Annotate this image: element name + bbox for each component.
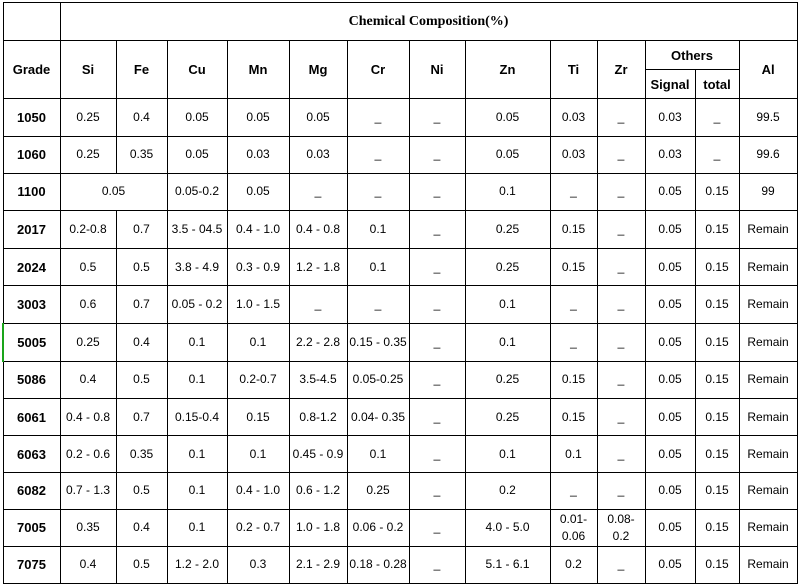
cell-signal: 0.05 (645, 211, 695, 249)
cell-zn: 5.1 - 6.1 (465, 546, 550, 583)
cell-cu: 0.1 (167, 509, 227, 546)
cell-zr: _ (597, 473, 645, 509)
cell-mn: 0.15 (227, 398, 289, 435)
cell-signal: 0.05 (645, 323, 695, 361)
header-ni: Ni (409, 41, 465, 99)
cell-mg: 0.03 (289, 136, 347, 173)
cell-ni: _ (409, 546, 465, 583)
cell-cu: 1.2 - 2.0 (167, 546, 227, 583)
cell-mg: 3.5-4.5 (289, 361, 347, 398)
cell-mn: 0.1 (227, 323, 289, 361)
cell-ni: _ (409, 173, 465, 210)
cell-ni: _ (409, 398, 465, 435)
cell-fe: 0.7 (116, 286, 167, 323)
cell-mn: 1.0 - 1.5 (227, 286, 289, 323)
cell-cu: 0.1 (167, 323, 227, 361)
cell-zr: _ (597, 361, 645, 398)
cell-cr: _ (347, 99, 409, 136)
table-row (3, 546, 797, 583)
table-row (3, 211, 797, 249)
cell-total: 0.15 (695, 211, 739, 249)
cell-mg: 0.4 - 0.8 (289, 211, 347, 249)
cell-zn: 0.1 (465, 323, 550, 361)
cell-ni: _ (409, 436, 465, 473)
cell-fe: 0.35 (116, 436, 167, 473)
cell-grade: 6082 (3, 473, 60, 509)
cell-ti: 0.01- 0.06 (550, 509, 597, 546)
cell-grade: 1100 (3, 173, 60, 210)
cell-total: 0.15 (695, 398, 739, 435)
cell-mg: 0.45 - 0.9 (289, 436, 347, 473)
header-others: Others (645, 41, 739, 70)
cell-ni: _ (409, 361, 465, 398)
cell-zr: _ (597, 136, 645, 173)
cell-si: 0.25 (60, 323, 116, 361)
cell-ti: _ (550, 323, 597, 361)
cell-mg: 1.2 - 1.8 (289, 249, 347, 286)
cell-ti: _ (550, 173, 597, 210)
cell-mg: 2.1 - 2.9 (289, 546, 347, 583)
cell-ti: 0.03 (550, 136, 597, 173)
cell-signal: 0.05 (645, 473, 695, 509)
cell-ti: 0.2 (550, 546, 597, 583)
cell-zn: 0.05 (465, 99, 550, 136)
cell-ti: _ (550, 286, 597, 323)
cell-mg: _ (289, 286, 347, 323)
cell-cu: 3.8 - 4.9 (167, 249, 227, 286)
cell-zn: 0.25 (465, 398, 550, 435)
header-mn: Mn (227, 41, 289, 99)
cell-fe: 0.7 (116, 211, 167, 249)
cell-zn: 0.1 (465, 436, 550, 473)
cell-al: Remain (739, 211, 797, 249)
table-row (3, 323, 797, 361)
cell-total: 0.15 (695, 509, 739, 546)
cell-grade: 6063 (3, 436, 60, 473)
cell-zr: _ (597, 398, 645, 435)
cell-zr: _ (597, 173, 645, 210)
cell-si: 0.25 (60, 136, 116, 173)
cell-zn: 0.2 (465, 473, 550, 509)
header-grade: Grade (3, 41, 60, 99)
cell-zn: 0.05 (465, 136, 550, 173)
cell-fe: 0.4 (116, 323, 167, 361)
table-row (3, 436, 797, 473)
header-row-1 (3, 41, 797, 70)
cell-mn: 0.1 (227, 436, 289, 473)
cell-si: 0.5 (60, 249, 116, 286)
cell-fe: 0.5 (116, 473, 167, 509)
table-row (3, 136, 797, 173)
cell-signal: 0.03 (645, 99, 695, 136)
header-signal: Signal (645, 70, 695, 99)
cell-cu: 0.05 (167, 99, 227, 136)
cell-cr: 0.05-0.25 (347, 361, 409, 398)
cell-al: Remain (739, 436, 797, 473)
cell-ti: 0.03 (550, 99, 597, 136)
cell-mn: 0.4 - 1.0 (227, 473, 289, 509)
cell-fe: 0.5 (116, 249, 167, 286)
cell-grade: 6061 (3, 398, 60, 435)
header-zn: Zn (465, 41, 550, 99)
cell-si: 0.4 - 0.8 (60, 398, 116, 435)
header-ti: Ti (550, 41, 597, 99)
cell-al: Remain (739, 546, 797, 583)
cell-al: Remain (739, 286, 797, 323)
cell-cr: _ (347, 136, 409, 173)
cell-signal: 0.05 (645, 546, 695, 583)
cell-fe: 0.35 (116, 136, 167, 173)
table-row (3, 473, 797, 509)
cell-fe: 0.5 (116, 546, 167, 583)
cell-total: 0.15 (695, 286, 739, 323)
cell-ni: _ (409, 323, 465, 361)
cell-ni: _ (409, 249, 465, 286)
cell-al: Remain (739, 473, 797, 509)
cell-grade: 5086 (3, 361, 60, 398)
cell-si: 0.7 - 1.3 (60, 473, 116, 509)
cell-cu: 3.5 - 04.5 (167, 211, 227, 249)
cell-zn: 0.25 (465, 249, 550, 286)
cell-mn: 0.3 (227, 546, 289, 583)
cell-total: _ (695, 136, 739, 173)
cell-fe: 0.5 (116, 361, 167, 398)
cell-fe: 0.4 (116, 99, 167, 136)
title-row (3, 3, 797, 41)
cell-grade: 1060 (3, 136, 60, 173)
cell-mn: 0.3 - 0.9 (227, 249, 289, 286)
cell-zr: _ (597, 323, 645, 361)
cell-al: 99.5 (739, 99, 797, 136)
cell-cu: 0.15-0.4 (167, 398, 227, 435)
cell-grade: 7075 (3, 546, 60, 583)
cell-zn: 0.25 (465, 361, 550, 398)
cell-cr: 0.06 - 0.2 (347, 509, 409, 546)
cell-total: 0.15 (695, 436, 739, 473)
cell-cu: 0.1 (167, 473, 227, 509)
cell-signal: 0.05 (645, 173, 695, 210)
cell-si: 0.2 - 0.6 (60, 436, 116, 473)
cell-al: Remain (739, 509, 797, 546)
cell-cu: 0.05-0.2 (167, 173, 227, 210)
cell-grade: 2017 (3, 211, 60, 249)
header-si: Si (60, 41, 116, 99)
cell-si: 0.25 (60, 99, 116, 136)
cell-signal: 0.03 (645, 136, 695, 173)
cell-ni: _ (409, 136, 465, 173)
cell-zn: 0.1 (465, 286, 550, 323)
header-mg: Mg (289, 41, 347, 99)
cell-fe: 0.7 (116, 398, 167, 435)
cell-cr: 0.1 (347, 249, 409, 286)
cell-zr: _ (597, 546, 645, 583)
cell-cr: 0.25 (347, 473, 409, 509)
table-row (3, 173, 797, 210)
cell-ti: _ (550, 473, 597, 509)
chemical-composition-table (2, 2, 798, 584)
table-row (3, 99, 797, 136)
cell-mg: 1.0 - 1.8 (289, 509, 347, 546)
cell-zn: 4.0 - 5.0 (465, 509, 550, 546)
table-row (3, 361, 797, 398)
cell-si: 0.4 (60, 546, 116, 583)
cell-si: 0.35 (60, 509, 116, 546)
cell-grade: 2024 (3, 249, 60, 286)
cell-grade: 7005 (3, 509, 60, 546)
cell-zr: _ (597, 249, 645, 286)
cell-ni: _ (409, 99, 465, 136)
cell-cu: 0.05 - 0.2 (167, 286, 227, 323)
cell-al: 99 (739, 173, 797, 210)
cell-si: 0.2-0.8 (60, 211, 116, 249)
cell-mn: 0.05 (227, 99, 289, 136)
cell-mn: 0.4 - 1.0 (227, 211, 289, 249)
cell-mn: 0.03 (227, 136, 289, 173)
cell-signal: 0.05 (645, 436, 695, 473)
cell-ti: 0.15 (550, 211, 597, 249)
cell-ni: _ (409, 473, 465, 509)
cell-zn: 0.1 (465, 173, 550, 210)
cell-zn: 0.25 (465, 211, 550, 249)
cell-cr: 0.15 - 0.35 (347, 323, 409, 361)
cell-zr: _ (597, 286, 645, 323)
table-title: Chemical Composition(%) (60, 3, 797, 41)
cell-mn: 0.05 (227, 173, 289, 210)
cell-total: 0.15 (695, 546, 739, 583)
header-cr: Cr (347, 41, 409, 99)
cell-total: 0.15 (695, 323, 739, 361)
cell-si: 0.6 (60, 286, 116, 323)
cell-total: _ (695, 99, 739, 136)
cell-fe: 0.4 (116, 509, 167, 546)
cell-signal: 0.05 (645, 249, 695, 286)
cell-al: Remain (739, 361, 797, 398)
cell-mn: 0.2-0.7 (227, 361, 289, 398)
cell-ti: 0.15 (550, 361, 597, 398)
cell-mg: 0.8-1.2 (289, 398, 347, 435)
cell-grade: 1050 (3, 99, 60, 136)
cell-total: 0.15 (695, 361, 739, 398)
table-row (3, 249, 797, 286)
cell-cr: 0.1 (347, 211, 409, 249)
cell-cr: 0.18 - 0.28 (347, 546, 409, 583)
cell-mn: 0.2 - 0.7 (227, 509, 289, 546)
table-row (3, 286, 797, 323)
cell-si: 0.4 (60, 361, 116, 398)
table-row (3, 398, 797, 435)
cell-grade: 5005 (3, 323, 60, 361)
header-zr: Zr (597, 41, 645, 99)
cell-sife: 0.05 (60, 173, 167, 210)
cell-cr: _ (347, 286, 409, 323)
cell-ni: _ (409, 211, 465, 249)
cell-zr: _ (597, 211, 645, 249)
cell-ti: 0.15 (550, 398, 597, 435)
cell-zr: _ (597, 99, 645, 136)
cell-mg: 0.6 - 1.2 (289, 473, 347, 509)
cell-grade: 3003 (3, 286, 60, 323)
cell-ti: 0.1 (550, 436, 597, 473)
cell-zr: 0.08- 0.2 (597, 509, 645, 546)
cell-ti: 0.15 (550, 249, 597, 286)
header-fe: Fe (116, 41, 167, 99)
cell-mg: 0.05 (289, 99, 347, 136)
cell-al: 99.6 (739, 136, 797, 173)
cell-total: 0.15 (695, 473, 739, 509)
header-total: total (695, 70, 739, 99)
header-cu: Cu (167, 41, 227, 99)
cell-cu: 0.1 (167, 436, 227, 473)
cell-al: Remain (739, 249, 797, 286)
cell-signal: 0.05 (645, 361, 695, 398)
cell-signal: 0.05 (645, 509, 695, 546)
table-row (3, 509, 797, 546)
cell-total: 0.15 (695, 249, 739, 286)
cell-total: 0.15 (695, 173, 739, 210)
cell-mg: 2.2 - 2.8 (289, 323, 347, 361)
cell-signal: 0.05 (645, 398, 695, 435)
cell-cr: 0.04- 0.35 (347, 398, 409, 435)
cell-cr: _ (347, 173, 409, 210)
header-al: Al (739, 41, 797, 99)
cell-cu: 0.05 (167, 136, 227, 173)
cell-ni: _ (409, 509, 465, 546)
cell-ni: _ (409, 286, 465, 323)
cell-al: Remain (739, 323, 797, 361)
cell-signal: 0.05 (645, 286, 695, 323)
cell-mg: _ (289, 173, 347, 210)
cell-cu: 0.1 (167, 361, 227, 398)
cell-al: Remain (739, 398, 797, 435)
cell-zr: _ (597, 436, 645, 473)
cell-cr: 0.1 (347, 436, 409, 473)
